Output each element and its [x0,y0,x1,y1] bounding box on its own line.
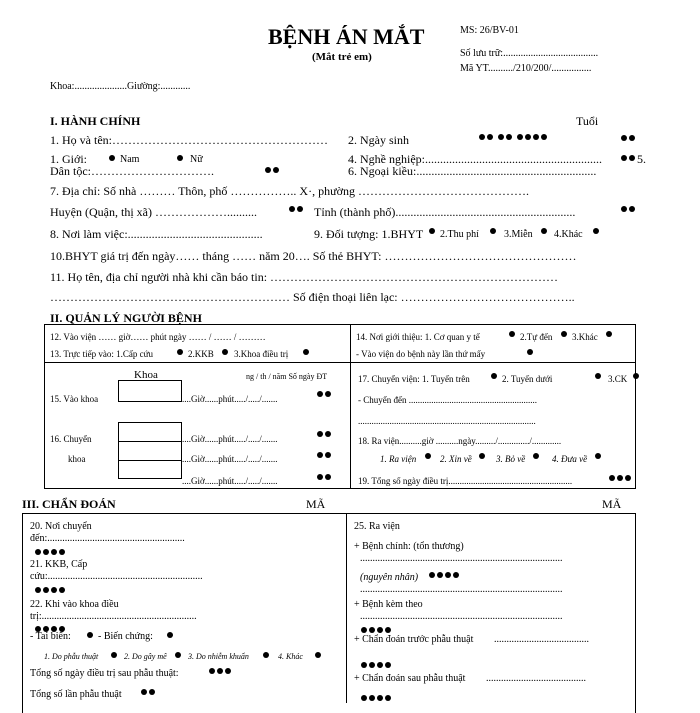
health-code: Mã YT........../210/200/................ [460,63,592,74]
kkb-label: 2.KKB [188,349,214,359]
treatment-dept-label: 3.Khoa điều trị [234,349,289,359]
transfer-to-field: - Chuyển đến ......................................................... [358,395,537,405]
male-label: Nam [120,154,140,165]
medical-facility-checkbox[interactable] [508,326,516,340]
self-request-label: 2. Xin về [440,454,472,464]
self-referral-label: 2.Tự đến [520,332,553,342]
birth-date-label: 2. Ngày sinh [348,133,409,147]
transfer-from-code [34,544,66,558]
transfer-to-dotted: ............................................................................... [358,416,536,426]
self-referral-checkbox[interactable] [560,326,568,340]
item-5-label: 5. [637,152,646,166]
fee-checkbox[interactable] [489,223,497,237]
code-header-right: MÃ [602,497,622,511]
preop-diagnosis-label: + Chẩn đoán trước phẫu thuật [354,634,474,645]
relative-phone-field: …………………………………………………… Số điện thoại liên lạc: …………………………………….. [50,290,575,304]
accident-checkbox[interactable] [86,627,94,641]
full-name-field: 1. Họ và tên:……………………………………………… [50,133,328,147]
foreigner-field: 6. Ngoại kiều:............................................................ [348,164,597,178]
code-header-left: MÃ [306,497,326,511]
comorbidity-dotted: ................................................................................. [360,611,563,622]
fee-label: 2.Thu phí [440,229,479,240]
cause-infection-label: 3. Do nhiễm khuẩn [188,652,249,661]
total-days-field: 19. Tổng số ngày điều trị....................................................... [358,476,573,486]
department-bed: Khoa:.....................Giường:............ [50,81,191,92]
left-label: 3. Bỏ về [496,454,526,464]
ethnicity-boxes [264,162,280,176]
bhyt-checkbox[interactable] [428,223,436,237]
surgery-count-boxes [140,684,156,698]
province-boxes [620,201,636,215]
admission-time: 12. Vào viện …… giờ…… phút ngày …… / …… / ……… [50,332,266,342]
admit-department-box[interactable] [118,380,182,402]
transfer-from-field: đến:....................................................... [30,533,185,544]
gender-label: 1. Giới: [50,152,88,166]
occupation-boxes [620,150,636,164]
kkb-checkbox[interactable] [221,344,229,358]
post-op-days-boxes [208,663,232,677]
transfer-time-3: ....Giờ......phút...../...../....... [182,476,278,486]
form-subtitle: (Mắt trẻ em) [312,51,372,63]
discharge-diagnosis-label: 25. Ra viện [354,521,400,532]
treatment-dept-checkbox[interactable] [302,344,310,358]
cause-anesthesia-checkbox[interactable] [174,647,182,661]
insurance-field: 10.BHYT giá trị đến ngày…… tháng …… năm 20…. Số thẻ BHYT: ………………………………………… [50,249,577,263]
section-diagnosis-title: III. CHẨN ĐOÁN [22,497,116,511]
female-label: Nữ [190,154,203,165]
district-boxes [288,201,304,215]
cause-infection-checkbox[interactable] [262,647,270,661]
emergency-diagnosis-label: 21. KKB, Cấp [30,559,88,570]
district-field: Huyện (Quận, thị xã) ……………….......... [50,205,257,219]
discharge-label: 1. Ra viện [380,454,417,464]
surgery-count-label: Tổng số lần phẫu thuật [30,689,122,700]
department-header: Khoa [134,369,158,381]
admit-department-label: 15. Vào khoa [50,394,99,404]
other-checkbox[interactable] [592,223,600,237]
discharge-field: 18. Ra viện..........giờ ..........ngày........./............../............. [358,436,562,446]
admission-count-label: - Vào viện do bệnh này lần thứ mấy [356,349,486,359]
lower-level-checkbox[interactable] [594,368,602,382]
discharge-checkbox[interactable] [424,448,432,462]
emergency-checkbox[interactable] [176,344,184,358]
referral-other-label: 3.Khác [572,332,598,342]
address-field: 7. Địa chỉ: Số nhà ……… Thôn, phố …………….. X·, phường ……………………………………. [50,184,529,198]
cause-label: (nguyên nhân) [360,572,419,583]
admission-count-box[interactable] [526,344,534,358]
cause-dotted: ................................................................................. [360,584,563,595]
main-disease-label: + Bệnh chính: (tổn thương) [354,541,464,552]
admit-diagnosis-label: 22. Khi vào khoa điều [30,599,119,610]
referral-source-label: 14. Nơi giới thiệu: 1. Cơ quan y tế [356,332,480,342]
birth-date-boxes [478,129,548,143]
section-administrative-title: I. HÀNH CHÍNH [50,114,141,128]
cause-surgery-checkbox[interactable] [110,647,118,661]
post-op-days-label: Tổng số ngày điều trị sau phẫu thuật: [30,668,179,679]
admit-diagnosis-field: trị:.............................................................. [30,611,197,622]
age-label: Tuổi [576,114,599,128]
province-field: Tỉnh (thành phố)............................................................ [314,205,576,219]
taken-home-checkbox[interactable] [594,448,602,462]
cause-surgery-label: 1. Do phẫu thuật [44,652,99,661]
postop-diagnosis-code [360,690,392,704]
date-header: ng / th / năm Số ngày ĐT [246,372,328,381]
transfer-time-2: ....Giờ......phút...../...../....... [182,454,278,464]
emergency-diagnosis-code [34,582,66,596]
transfer-time-1: ....Giờ......phút...../...../....... [182,434,278,444]
cause-other-label: 4. Khác [278,652,303,661]
comorbidity-label: + Bệnh kèm theo [354,599,423,610]
postop-diagnosis-label: + Chẩn đoán sau phẫu thuật [354,673,466,684]
transfer-from-label: 20. Nơi chuyển [30,521,92,532]
transfer-department-boxes[interactable] [118,422,182,479]
other-label: 4.Khác [554,229,583,240]
direct-admission-label: 13. Trực tiếp vào: 1.Cấp cứu [50,349,153,359]
admit-days-boxes [316,386,332,400]
accident-label: - Tai biến: [30,631,71,642]
age-boxes [620,130,636,144]
male-checkbox[interactable] [108,150,116,164]
exempt-checkbox[interactable] [540,223,548,237]
upper-level-checkbox[interactable] [490,368,498,382]
relative-field: 11. Họ tên, địa chỉ người nhà khi cần báo tin: ……………………………………………………………… [50,270,559,284]
cause-anesthesia-label: 2. Do gây mê [124,652,167,661]
transfer-hospital-label: 17. Chuyển viện: 1. Tuyến trên [358,374,470,384]
section-patient-management-title: II. QUẢN LÝ NGƯỜI BỆNH [50,311,202,325]
preop-diagnosis-code [360,657,392,671]
storage-number: Số lưu trữ:...................................... [460,48,599,59]
emergency-diagnosis-field: cứu:.............................................................. [30,571,203,582]
complication-checkbox[interactable] [166,627,174,641]
complication-label: - Biến chứng: [98,631,153,642]
specialist-label: 3.CK [608,374,628,384]
transfer-department-label-2: khoa [68,454,86,464]
left-checkbox[interactable] [532,448,540,462]
transfer-department-label: 16. Chuyển [50,434,92,444]
admit-time-field: ....Giờ......phút...../...../....... [182,394,278,404]
ethnicity-field: Dân tộc:…………………………. [50,164,214,178]
cause-other-checkbox[interactable] [314,647,322,661]
female-checkbox[interactable] [176,150,184,164]
total-days-boxes [608,470,632,484]
form-code: MS: 26/BV-01 [460,25,519,36]
taken-home-label: 4. Đưa về [552,454,588,464]
exempt-label: 3.Miễn [504,229,533,240]
form-title: BỆNH ÁN MẮT [268,24,425,49]
occupation-field: 4. Nghề nghiệp:........................................................... [348,152,602,166]
self-request-checkbox[interactable] [478,448,486,462]
patient-type-label: 9. Đối tượng: 1.BHYT [314,227,424,241]
specialist-checkbox[interactable] [632,368,640,382]
referral-other-checkbox[interactable] [605,326,613,340]
workplace-field: 8. Nơi làm việc:............................................. [50,227,263,241]
main-disease-dotted: ................................................................................. [360,553,563,564]
lower-level-label: 2. Tuyến dưới [502,374,553,384]
cause-code [428,567,460,581]
